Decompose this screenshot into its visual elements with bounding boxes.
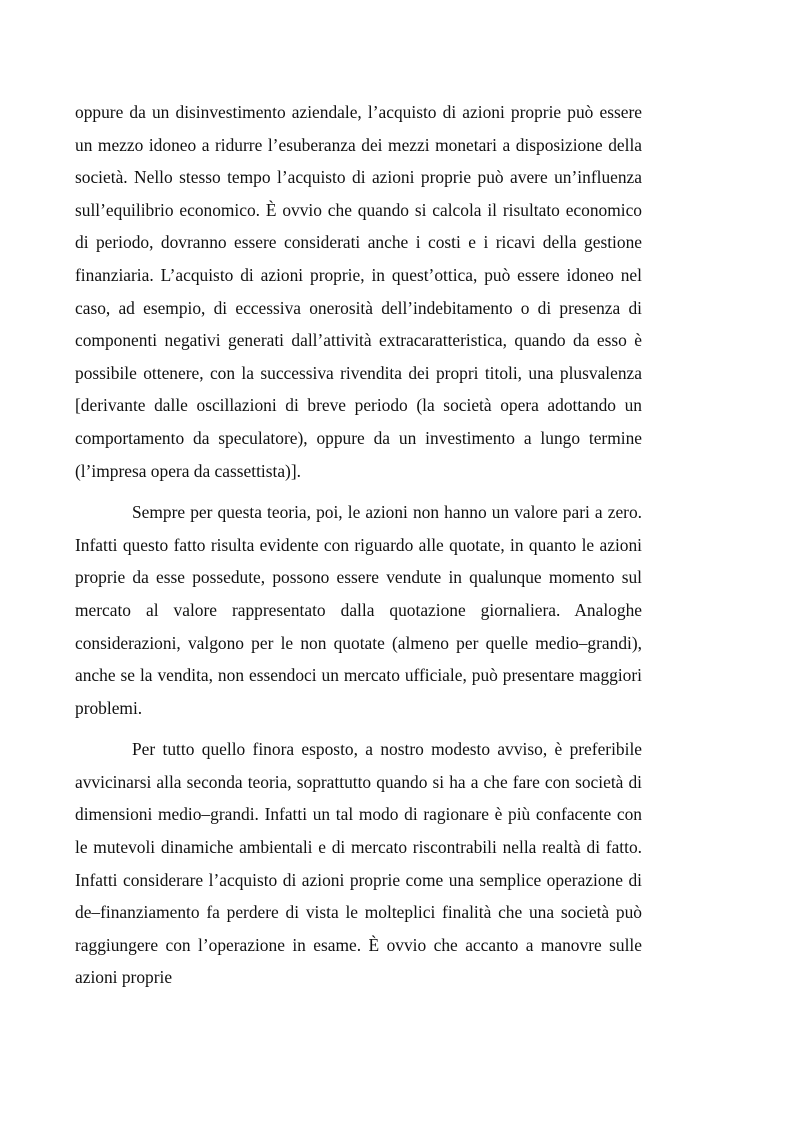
body-text bbox=[75, 96, 642, 994]
paragraph-second-theory-value: Sempre per questa teoria, poi, le azioni non hanno un valore pari a zero. Infatti questo fatto risulta evidente con riguardo alle quotate, in quanto le azioni proprie da esse possedute, possono essere vendute in qualunque momento sul mercato al valore rappresentato dalla quotazione giornaliera. Analoghe considerazioni, valgono per le non quotate (almeno per quelle medio–grandi), anche se la vendita, non essendoci un mercato ufficiale, può presentare maggiori problemi. bbox=[75, 502, 642, 718]
paragraph-conclusion: Per tutto quello finora esposto, a nostro modesto avviso, è preferibile avvicinarsi alla seconda teoria, soprattutto quando si ha a che fare con società di dimensioni medio–grandi. Infatti un tal modo di ragionare è più confacente con le mutevoli dinamiche ambientali e di mercato riscontrabili nella realtà di fatto. Infatti considerare l’acquisto di azioni proprie come una semplice operazione di de–finanziamento fa perdere di vista le molteplici finalità che una società può raggiungere con l’operazione in esame. È ovvio che accanto a manovre sulle azioni proprie bbox=[75, 739, 642, 988]
paragraph-continuation: oppure da un disinvestimento aziendale, l’acquisto di azioni proprie può essere un mezzo idoneo a ridurre l’esuberanza dei mezzi monetari a disposizione della società. Nello stesso tempo l’acquisto di azioni proprie può avere un’influenza sull’equilibrio economico. È ovvio che quando si calcola il risultato economico di periodo, dovranno essere considerati anche i costi e i ricavi della gestione finanziaria. L’acquisto di azioni proprie, in quest’ottica, può essere idoneo nel caso, ad esempio, di eccessiva onerosità dell’indebitamento o di presenza di componenti negativi generati dall’attività extracaratteristica, quando da esso è possibile ottenere, con la successiva rivendita dei propri titoli, una plusvalenza [derivante dalle oscillazioni di breve periodo (la società opera adottando un comportamento da speculatore), oppure da un investimento a lungo termine (l’impresa opera da cassettista)]. bbox=[75, 102, 642, 481]
